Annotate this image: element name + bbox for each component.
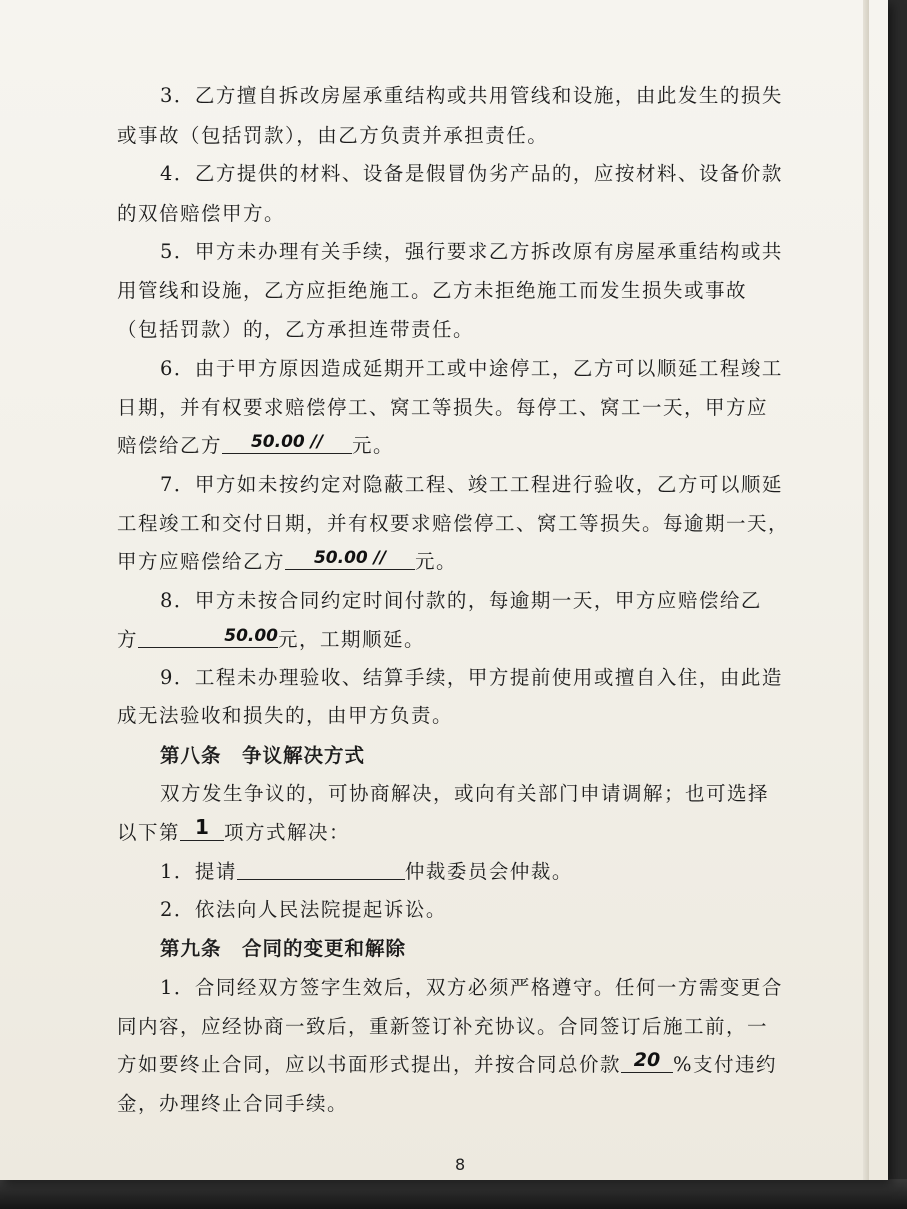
article-9-handwritten-percent: 20	[633, 1049, 661, 1071]
item-6-line-2: 日期，并有权要求赔偿停工、窝工等损失。每停工、窝工一天，甲方应	[117, 396, 769, 419]
item-6-line-1: 6．由于甲方原因造成延期开工或中途停工，乙方可以顺延工程竣工	[160, 357, 783, 380]
item-7-line-3	[117, 546, 457, 574]
item-5-line-3: （包括罚款）的，乙方承担连带责任。	[117, 318, 475, 341]
item-6-handwritten-amount: 50.00 //	[250, 432, 324, 452]
option-1-text-before: 1．提请	[160, 860, 237, 883]
article-9-heading: 第九条 合同的变更和解除	[160, 937, 407, 960]
item-8-line-1: 8．甲方未按合同约定时间付款的，每逾期一天，甲方应赔偿给乙	[160, 589, 762, 612]
item-8-text-before: 方	[117, 628, 139, 651]
page-number: 8	[455, 1155, 466, 1174]
article-8-line-2	[117, 817, 350, 845]
article-9-text-after: %支付违约	[673, 1053, 778, 1076]
article-8-handwritten-choice: 1	[195, 815, 209, 839]
item-8-line-2	[117, 624, 425, 652]
item-9-line-2: 成无法验收和损失的，由甲方负责。	[117, 704, 454, 727]
item-7-text-after: 元。	[415, 550, 458, 573]
article-8-text-after: 项方式解决：	[224, 821, 351, 844]
item-6-amount-blank	[222, 431, 352, 454]
item-6-text-before: 赔偿给乙方	[117, 434, 223, 457]
item-6-text-after: 元。	[352, 434, 395, 457]
item-4-line-2: 的双倍赔偿甲方。	[117, 202, 286, 225]
option-1-blank	[237, 857, 405, 880]
article-8-choice-blank	[180, 815, 224, 841]
article-8-heading: 第八条 争议解决方式	[160, 744, 366, 767]
article-8-line-1: 双方发生争议的，可协商解决，或向有关部门申请调解；也可选择	[160, 782, 770, 805]
item-8-handwritten-amount: 50.00	[224, 626, 279, 646]
item-3-line-1: 3．乙方擅自拆改房屋承重结构或共用管线和设施，由此发生的损失	[160, 84, 783, 107]
item-9-line-1: 9．工程未办理验收、结算手续，甲方提前使用或擅自入住，由此造	[160, 666, 783, 689]
background-shadow	[0, 1179, 907, 1209]
item-3-line-2: 或事故（包括罚款），由乙方负责并承担责任。	[117, 124, 549, 147]
article-8-option-2: 2．依法向人民法院提起诉讼。	[160, 898, 447, 921]
item-8-text-after: 元，工期顺延。	[278, 628, 426, 651]
article-8-option-1	[160, 856, 573, 884]
item-4-line-1: 4．乙方提供的材料、设备是假冒伪劣产品的，应按材料、设备价款	[160, 162, 783, 185]
article-9-text-before: 方如要终止合同，应以书面形式提出，并按合同总价款	[117, 1053, 622, 1076]
article-9-line-4: 金，办理终止合同手续。	[117, 1092, 349, 1115]
item-5-line-1: 5．甲方未办理有关手续，强行要求乙方拆改原有房屋承重结构或共	[160, 240, 783, 263]
item-7-line-1: 7．甲方如未按约定对隐蔽工程、竣工工程进行验收，乙方可以顺延	[160, 473, 783, 496]
article-9-percent-blank	[621, 1050, 673, 1073]
item-7-line-2: 工程竣工和交付日期，并有权要求赔偿停工、窝工等损失。每逾期一天，	[117, 512, 790, 535]
item-7-text-before: 甲方应赔偿给乙方	[117, 550, 286, 573]
item-7-handwritten-amount: 50.00 //	[313, 548, 387, 568]
option-1-text-after: 仲裁委员会仲裁。	[404, 860, 573, 883]
article-8-text-before: 以下第	[117, 821, 181, 844]
item-7-amount-blank	[285, 547, 415, 570]
item-8-amount-blank	[138, 625, 278, 648]
article-9-line-2: 同内容，应经协商一致后，重新签订补充协议。合同签订后施工前，一	[117, 1015, 769, 1038]
page-edge	[863, 0, 869, 1180]
article-9-line-3	[117, 1049, 777, 1077]
item-5-line-2: 用管线和设施，乙方应拒绝施工。乙方未拒绝施工而发生损失或事故	[117, 279, 748, 302]
item-6-line-3	[117, 430, 394, 458]
article-9-line-1: 1．合同经双方签字生效后，双方必须严格遵守。任何一方需变更合	[160, 976, 783, 999]
